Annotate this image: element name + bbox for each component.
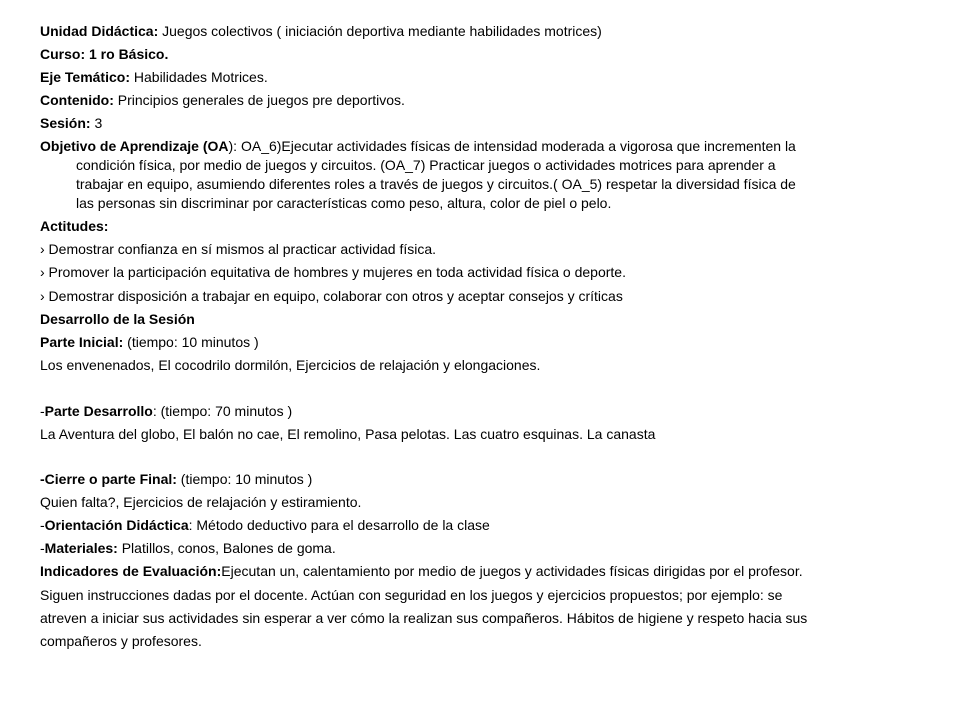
curso-label: Curso: 1 ro Básico. — [40, 46, 169, 62]
unidad-label: Unidad Didáctica: — [40, 23, 159, 39]
indicadores-label: Indicadores de Evaluación: — [40, 563, 222, 579]
actitudes-label: Actitudes: — [40, 218, 109, 234]
curso-line — [40, 45, 168, 63]
parte-inicial-line — [40, 333, 259, 351]
cierre-time: (tiempo: 10 minutos ) — [176, 471, 313, 487]
objetivo-line-1 — [40, 137, 796, 155]
indicadores-line-2: Siguen instrucciones dadas por el docente. Actúan con seguridad en los juegos y ejercicios propuestos; por ejemplo: se — [40, 587, 783, 603]
indicadores-line-1 — [40, 562, 803, 580]
objetivo-label-end: ): — [228, 138, 238, 154]
orientacion-line — [40, 516, 490, 534]
parte-desarrollo-time: : (tiempo: 70 minutos ) — [152, 403, 293, 419]
eje-text: Habilidades Motrices. — [130, 69, 268, 85]
objetivo-text-1: OA_6)Ejecutar actividades físicas de intensidad moderada a vigorosa que incrementen la — [237, 138, 796, 154]
parte-desarrollo-label: Parte Desarrollo — [44, 403, 153, 419]
indicadores-line-4: compañeros y profesores. — [40, 633, 202, 649]
eje-label: Eje Temático: — [40, 69, 130, 85]
indicadores-line-3: atreven a iniciar sus actividades sin esperar a ver cómo la realizan sus compañeros. Hábitos de higiene y respeto hacia sus — [40, 610, 808, 626]
parte-inicial-time: (tiempo: 10 minutos ) — [123, 334, 259, 350]
indicadores-first: Ejecutan un, calentamiento por medio de juegos y actividades físicas dirigidas por el profesor. — [221, 563, 803, 579]
parte-desarrollo-line — [40, 402, 292, 420]
sesion-label: Sesión: — [40, 115, 91, 131]
actitud-item-2: › Promover la participación equitativa de hombres y mujeres en toda actividad física o deporte. — [40, 264, 626, 280]
objetivo-line-4: las personas sin discriminar por características como peso, altura, color de piel o pelo. — [76, 195, 612, 211]
materiales-line — [40, 539, 336, 557]
actitud-item-3: › Demostrar disposición a trabajar en equipo, colaborar con otros y aceptar consejos y críticas — [40, 288, 623, 304]
unidad-text: Juegos colectivos ( iniciación deportiva mediante habilidades motrices) — [158, 23, 602, 39]
objetivo-line-2: condición física, por medio de juegos y circuitos. (OA_7) Practicar juegos o actividades motrices para aprender a — [76, 157, 776, 173]
sesion-text: 3 — [90, 115, 103, 131]
objetivo-label: Objetivo de Aprendizaje (OA — [40, 138, 229, 154]
cierre-content: Quien falta?, Ejercicios de relajación y estiramiento. — [40, 494, 362, 510]
orientacion-label: Orientación Didáctica — [44, 517, 189, 533]
materiales-text: Platillos, conos, Balones de goma. — [117, 540, 336, 556]
actitud-item-1: › Demostrar confianza en sí mismos al practicar actividad física. — [40, 241, 437, 257]
unidad-line — [40, 22, 602, 40]
objetivo-line-3: trabajar en equipo, asumiendo diferentes roles a través de juegos y circuitos.( OA_5) respetar la diversidad física de — [76, 176, 796, 192]
parte-desarrollo-prefix: - — [40, 403, 45, 419]
eje-line — [40, 68, 268, 86]
orientacion-prefix: - — [40, 517, 45, 533]
sesion-line — [40, 114, 102, 132]
desarrollo-title: Desarrollo de la Sesión — [40, 311, 195, 327]
materiales-prefix: - — [40, 540, 45, 556]
cierre-line — [40, 470, 312, 488]
contenido-line — [40, 91, 405, 109]
cierre-label: -Cierre o parte Final: — [40, 471, 177, 487]
parte-inicial-content: Los envenenados, El cocodrilo dormilón, Ejercicios de relajación y elongaciones. — [40, 357, 541, 373]
contenido-text: Principios generales de juegos pre deportivos. — [113, 92, 405, 108]
parte-inicial-label: Parte Inicial: — [40, 334, 124, 350]
contenido-label: Contenido: — [40, 92, 114, 108]
materiales-label: Materiales: — [44, 540, 118, 556]
orientacion-text: : Método deductivo para el desarrollo de la clase — [188, 517, 490, 533]
parte-desarrollo-content: La Aventura del globo, El balón no cae, El remolino, Pasa pelotas. Las cuatro esquinas. La canasta — [40, 426, 656, 442]
